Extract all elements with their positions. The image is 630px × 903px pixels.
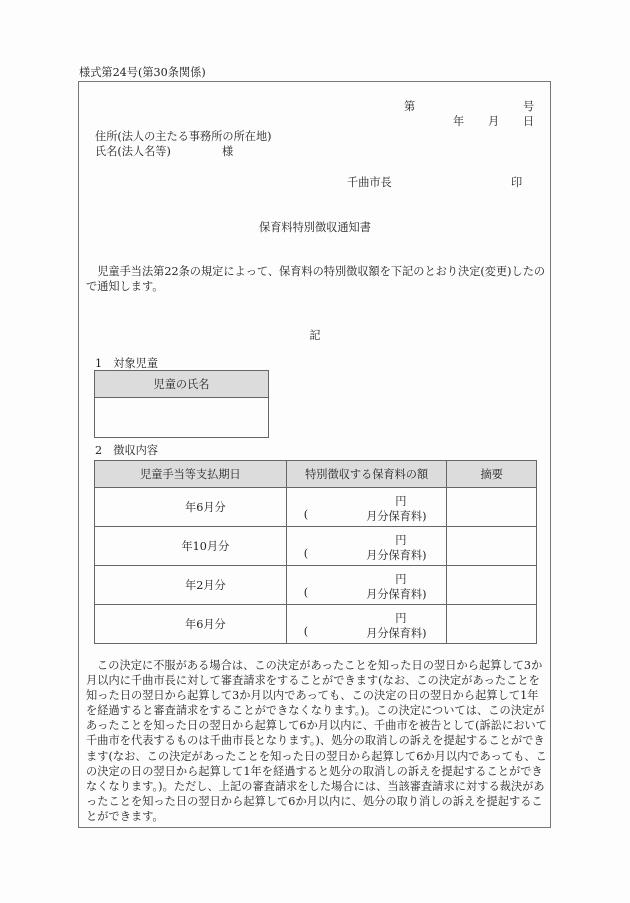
form-label: 様式第24号(第30条関係) (79, 66, 206, 79)
month-fee-label: 月分保育料) (366, 510, 427, 523)
col-payment-date: 児童手当等支払期日 (95, 461, 287, 488)
col-amount: 特別徴収する保育料の額 (286, 461, 447, 488)
honorific: 様 (222, 145, 234, 158)
note-cell[interactable] (447, 488, 537, 527)
appeal-notice: この決定に不服がある場合は、この決定があったことを知った日の翌日から起算して3か月以内に千曲市長に対して審査請求をすることができます(なお、この決定があったことを知った日の翌日から起算して3か月以内であっても、この決定の日の翌日から起算して1年を経過すると審査請求をすることができなくなります。)。この決定については、この決定があったことを知った日の翌日から起算して6か月以内に、千曲市を被告として(訴訟において千曲市を代表するものは千曲市長となります。)、処分の取消しの訴えを提起することができます(なお、この決定があったことを知った日の翌日から起算して6か月以内であっても、この決定の日の翌日から起算して1年を経過すると処分の取消しの訴えを提起することができなくなります。)。ただし、上記の審査請求をした場合には、当該審査請求に対する裁決があったことを知った日の翌日から起算して6か月以内に、処分の取り消しの訴えを提起することができます。 (86, 659, 547, 823)
child-name-cell[interactable] (95, 398, 269, 438)
amount-cell[interactable] (286, 566, 447, 605)
table-row (95, 527, 537, 566)
payment-date-cell: 年2月分 (95, 566, 287, 605)
intro-text: 児童手当法第22条の規定によって、保育料の特別徴収額を下記のとおり決定(変更)したので通知します。 (86, 265, 546, 293)
paren-open: ( (303, 625, 309, 638)
table-row (95, 566, 537, 605)
note-cell[interactable] (447, 527, 537, 566)
date-year: 年 (453, 115, 465, 128)
table-row (95, 488, 537, 527)
number-suffix: 号 (523, 100, 535, 113)
date-day: 日 (523, 115, 535, 128)
yen-unit: 円 (395, 534, 407, 547)
paren-open: ( (303, 508, 309, 521)
seal-mark: 印 (511, 176, 523, 189)
table-row (95, 605, 537, 644)
date-month: 月 (488, 115, 500, 128)
month-fee-label: 月分保育料) (366, 588, 427, 601)
month-fee-label: 月分保育料) (366, 627, 427, 640)
yen-unit: 円 (395, 612, 407, 625)
child-name-header: 児童の氏名 (95, 371, 269, 398)
name-label: 氏名(法人名等) (95, 145, 171, 158)
paren-open: ( (303, 586, 309, 599)
amount-cell[interactable] (286, 527, 447, 566)
amount-cell[interactable] (286, 488, 447, 527)
yen-unit: 円 (395, 573, 407, 586)
month-fee-label: 月分保育料) (366, 549, 427, 562)
yen-unit: 円 (395, 495, 407, 508)
intro-paragraph (86, 264, 548, 294)
section1-heading: 1 対象児童 (95, 357, 159, 370)
payment-date-cell: 年6月分 (95, 488, 287, 527)
paren-open: ( (303, 547, 309, 560)
number-prefix: 第 (404, 100, 416, 113)
note-cell[interactable] (447, 605, 537, 644)
payment-date-cell: 年10月分 (95, 527, 287, 566)
amount-cell[interactable] (286, 605, 447, 644)
section2-heading: 2 徴収内容 (95, 444, 159, 457)
collection-table-header (95, 461, 537, 488)
issuer-title: 千曲市長 (347, 176, 392, 189)
note-cell[interactable] (447, 566, 537, 605)
payment-date-cell: 年6月分 (95, 605, 287, 644)
document-title: 保育料特別徴収通知書 (259, 221, 371, 234)
col-note: 摘要 (447, 461, 537, 488)
target-child-table (94, 370, 269, 438)
collection-table (94, 460, 537, 644)
ki-heading: 記 (309, 329, 321, 342)
address-label: 住所(法人の主たる事務所の所在地) (95, 130, 272, 143)
